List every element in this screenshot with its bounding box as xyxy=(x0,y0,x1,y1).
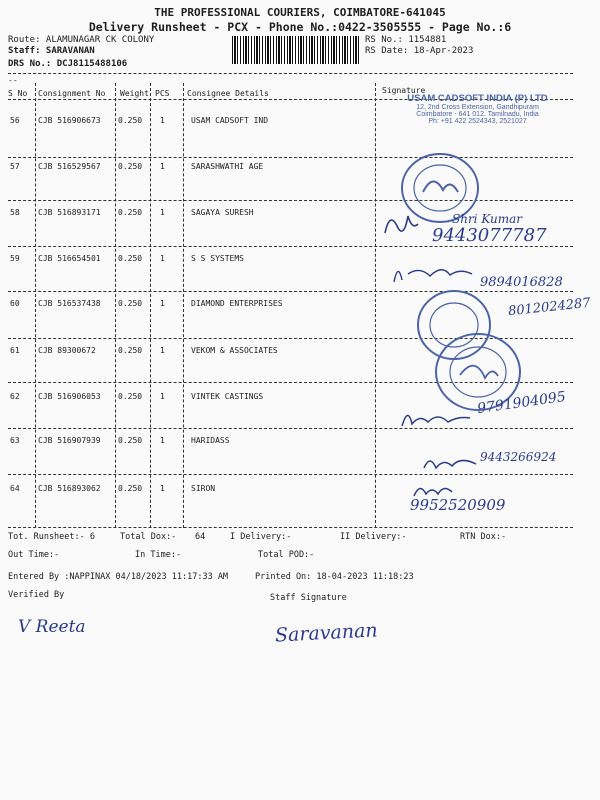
signature-scribble-icon xyxy=(380,208,420,240)
rtn-dox: RTN Dox:- xyxy=(460,532,507,542)
cell-sno: 57 xyxy=(10,162,20,171)
col-divider xyxy=(115,83,116,528)
cell-pcs: 1 xyxy=(160,208,165,217)
first-delivery: I Delivery:- xyxy=(230,532,292,542)
row-divider xyxy=(8,200,573,201)
cell-pcs: 1 xyxy=(160,116,165,125)
cell-pcs: 1 xyxy=(160,162,165,171)
cell-consignee: DIAMOND ENTERPRISES xyxy=(191,299,283,308)
cell-consignee: SIRON xyxy=(191,484,216,493)
cell-consignee: SAGAYA SURESH xyxy=(191,208,254,217)
signature-scribble-icon xyxy=(390,260,480,290)
cell-consignment: CJB 516654501 xyxy=(38,254,101,263)
total-dox-value: 64 xyxy=(195,532,206,542)
col-divider xyxy=(150,83,151,528)
rs-number: RS No.: 1154881 xyxy=(365,35,447,45)
dash-mark: -- xyxy=(8,76,18,85)
row-divider xyxy=(8,527,573,528)
cell-weight: 0.250 xyxy=(118,208,143,217)
row-divider xyxy=(8,157,573,158)
col-divider xyxy=(183,83,184,528)
cell-sno: 59 xyxy=(10,254,20,263)
cell-weight: 0.250 xyxy=(118,392,143,401)
stamp-line1: 12, 2nd Cross Extension, Gandhipuram xyxy=(416,104,539,111)
cell-weight: 0.250 xyxy=(118,116,143,125)
cell-pcs: 1 xyxy=(160,484,165,493)
cell-consignment: CJB 516907939 xyxy=(38,436,101,445)
cell-consignment: CJB 89300672 xyxy=(38,346,96,355)
barcode xyxy=(232,36,360,64)
cell-sno: 64 xyxy=(10,484,20,493)
col-divider xyxy=(375,83,376,528)
header-weight: Weight xyxy=(120,89,149,98)
cell-pcs: 1 xyxy=(160,254,165,263)
total-dox-label: Total Dox:- xyxy=(120,532,177,542)
printed-on: Printed On: 18-04-2023 11:18:23 xyxy=(255,572,414,582)
col-divider xyxy=(35,83,36,528)
cell-weight: 0.250 xyxy=(118,346,143,355)
rs-date: RS Date: 18-Apr-2023 xyxy=(365,46,474,56)
entered-by: Entered By :NAPPINAX 04/18/2023 11:17:33 AM xyxy=(8,572,229,582)
handwritten-phone-4: 9791904095 xyxy=(476,388,567,418)
cell-sno: 60 xyxy=(10,299,20,308)
cell-sno: 63 xyxy=(10,436,20,445)
runsheet-title: Delivery Runsheet - PCX - Phone No.:0422-3505555 - Page No.:6 xyxy=(88,20,512,34)
cell-consignee: VEKOM & ASSOCIATES xyxy=(191,346,278,355)
stamp-line3: Ph: +91 422 2524343, 2521027 xyxy=(428,118,527,125)
stamp-line2: Coimbatore - 641 012. Tamilnadu, India xyxy=(416,111,539,118)
total-pod: Total POD:- xyxy=(258,550,315,560)
cell-sno: 58 xyxy=(10,208,20,217)
cell-consignee: VINTEK CASTINGS xyxy=(191,392,264,401)
handwritten-phone-1: 9443077787 xyxy=(432,225,547,246)
cell-pcs: 1 xyxy=(160,436,165,445)
cell-weight: 0.250 xyxy=(118,162,143,171)
total-runsheet: Tot. Runsheet:- 6 xyxy=(8,532,95,542)
cell-weight: 0.250 xyxy=(118,436,143,445)
cell-sno: 56 xyxy=(10,116,20,125)
cell-sno: 62 xyxy=(10,392,20,401)
cell-consignment: CJB 516893171 xyxy=(38,208,101,217)
route-label: Route: ALAMUNAGAR CK COLONY xyxy=(8,35,155,45)
header-signature: Signature xyxy=(382,86,426,95)
handwritten-phone-2: 9894016828 xyxy=(480,275,563,290)
drs-number: DRS No.: DCJ8115488106 xyxy=(8,59,128,69)
second-delivery: II Delivery:- xyxy=(340,532,407,542)
divider xyxy=(8,73,573,74)
out-time: Out Time:- xyxy=(8,550,60,560)
row-divider xyxy=(8,428,573,429)
row-divider xyxy=(8,474,573,475)
header-pcs: PCS xyxy=(155,89,170,98)
cell-consignment: CJB 516906673 xyxy=(38,116,101,125)
cell-consignee: SARASHWATHI AGE xyxy=(191,162,264,171)
handwritten-phone-5: 9443266924 xyxy=(480,450,557,464)
handwritten-phone-3: 8012024287 xyxy=(507,295,592,320)
verified-signature: V Reeta xyxy=(18,617,86,637)
cell-consignee: S S SYSTEMS xyxy=(191,254,244,263)
signature-58: Shri Kumar xyxy=(452,212,523,226)
cell-consignment: CJB 516893062 xyxy=(38,484,101,493)
cell-weight: 0.250 xyxy=(118,254,143,263)
cell-consignee: HARIDASS xyxy=(191,436,230,445)
cell-consignment: CJB 516537438 xyxy=(38,299,101,308)
staff-label: Staff: SARAVANAN xyxy=(8,46,95,56)
stamp-company: USAM CADSOFT INDIA (P) LTD xyxy=(407,93,548,104)
header-sno: S No xyxy=(8,89,28,98)
cell-consignment: CJB 516906053 xyxy=(38,392,101,401)
cell-pcs: 1 xyxy=(160,299,165,308)
handwritten-phone-6: 9952520909 xyxy=(410,496,506,514)
staff-signature: Saravanan xyxy=(274,619,379,647)
cell-pcs: 1 xyxy=(160,346,165,355)
cell-weight: 0.250 xyxy=(118,299,143,308)
header-consignment: Consignment No xyxy=(38,89,106,98)
header-consignee: Consignee Details xyxy=(187,89,269,98)
row-divider xyxy=(8,246,573,247)
cell-pcs: 1 xyxy=(160,392,165,401)
signature-scribble-icon xyxy=(420,450,480,476)
company-stamp xyxy=(380,93,575,125)
cell-weight: 0.250 xyxy=(118,484,143,493)
cell-consignee: USAM CADSOFT IND xyxy=(191,116,269,125)
company-title: THE PROFESSIONAL COURIERS, COIMBATORE-641045 xyxy=(154,6,446,19)
verified-by: Verified By xyxy=(8,590,65,600)
signature-scribble-icon xyxy=(398,404,473,432)
cell-consignment: CJB 516529567 xyxy=(38,162,101,171)
cell-sno: 61 xyxy=(10,346,20,355)
in-time: In Time:- xyxy=(135,550,182,560)
staff-signature-label: Staff Signature xyxy=(270,593,347,603)
